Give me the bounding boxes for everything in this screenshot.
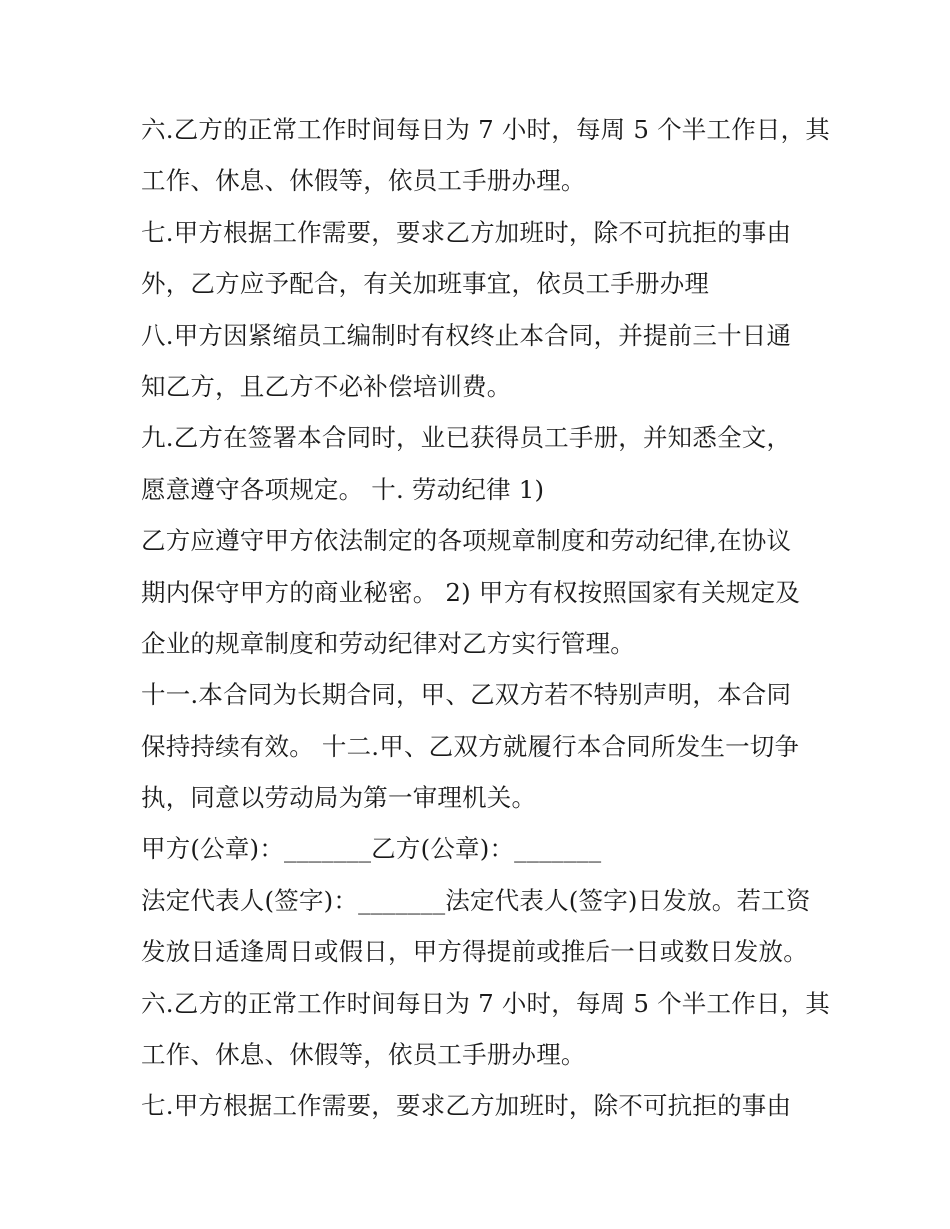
text-line: 知乙方，且乙方不必补偿培训费。 bbox=[141, 371, 512, 401]
text-line: 十一.本合同为长期合同，甲、乙双方若不特别声明，本合同 bbox=[141, 680, 792, 710]
text-line: 企业的规章制度和劳动纪律对乙方实行管理。 bbox=[141, 628, 635, 658]
text-line: 六.乙方的正常工作时间每日为 7 小时，每周 5 个半工作日，其 bbox=[141, 115, 831, 144]
text-line: 七.甲方根据工作需要，要求乙方加班时，除不可抗拒的事由 bbox=[141, 217, 792, 247]
text-line: 九.乙方在签署本合同时，业已获得员工手册，并知悉全文， bbox=[141, 423, 792, 453]
text-line: 工作、休息、休假等，依员工手册办理。 bbox=[141, 1040, 586, 1070]
signature-line: 甲方(公章)：_______乙方(公章)：_______ bbox=[141, 834, 602, 864]
text-line: 六.乙方的正常工作时间每日为 7 小时，每周 5 个半工作日，其 bbox=[141, 988, 831, 1018]
text-line: 工作、休息、休假等，依员工手册办理。 bbox=[141, 166, 586, 196]
document-body bbox=[141, 104, 831, 1132]
text-line: 七.甲方根据工作需要，要求乙方加班时，除不可抗拒的事由 bbox=[141, 1091, 792, 1121]
text-line: 乙方应遵守甲方依法制定的各项规章制度和劳动纪律,在协议 bbox=[141, 526, 792, 556]
text-line: 期内保守甲方的商业秘密。 2) 甲方有权按照国家有关规定及 bbox=[141, 577, 801, 607]
text-line: 执，同意以劳动局为第一审理机关。 bbox=[141, 783, 537, 813]
text-line: 法定代表人(签字)：_______法定代表人(签字)日发放。若工资 bbox=[141, 885, 811, 915]
text-line: 愿意遵守各项规定。 十. 劳动纪律 1) bbox=[141, 474, 545, 504]
text-line: 外，乙方应予配合，有关加班事宜，依员工手册办理 bbox=[141, 269, 710, 299]
text-line: 发放日适逢周日或假日，甲方得提前或推后一日或数日发放。 bbox=[141, 937, 808, 967]
text-line: 八.甲方因紧缩员工编制时有权终止本合同，并提前三十日通 bbox=[141, 320, 792, 350]
text-line: 保持持续有效。 十二.甲、乙双方就履行本合同所发生一切争 bbox=[141, 731, 800, 761]
